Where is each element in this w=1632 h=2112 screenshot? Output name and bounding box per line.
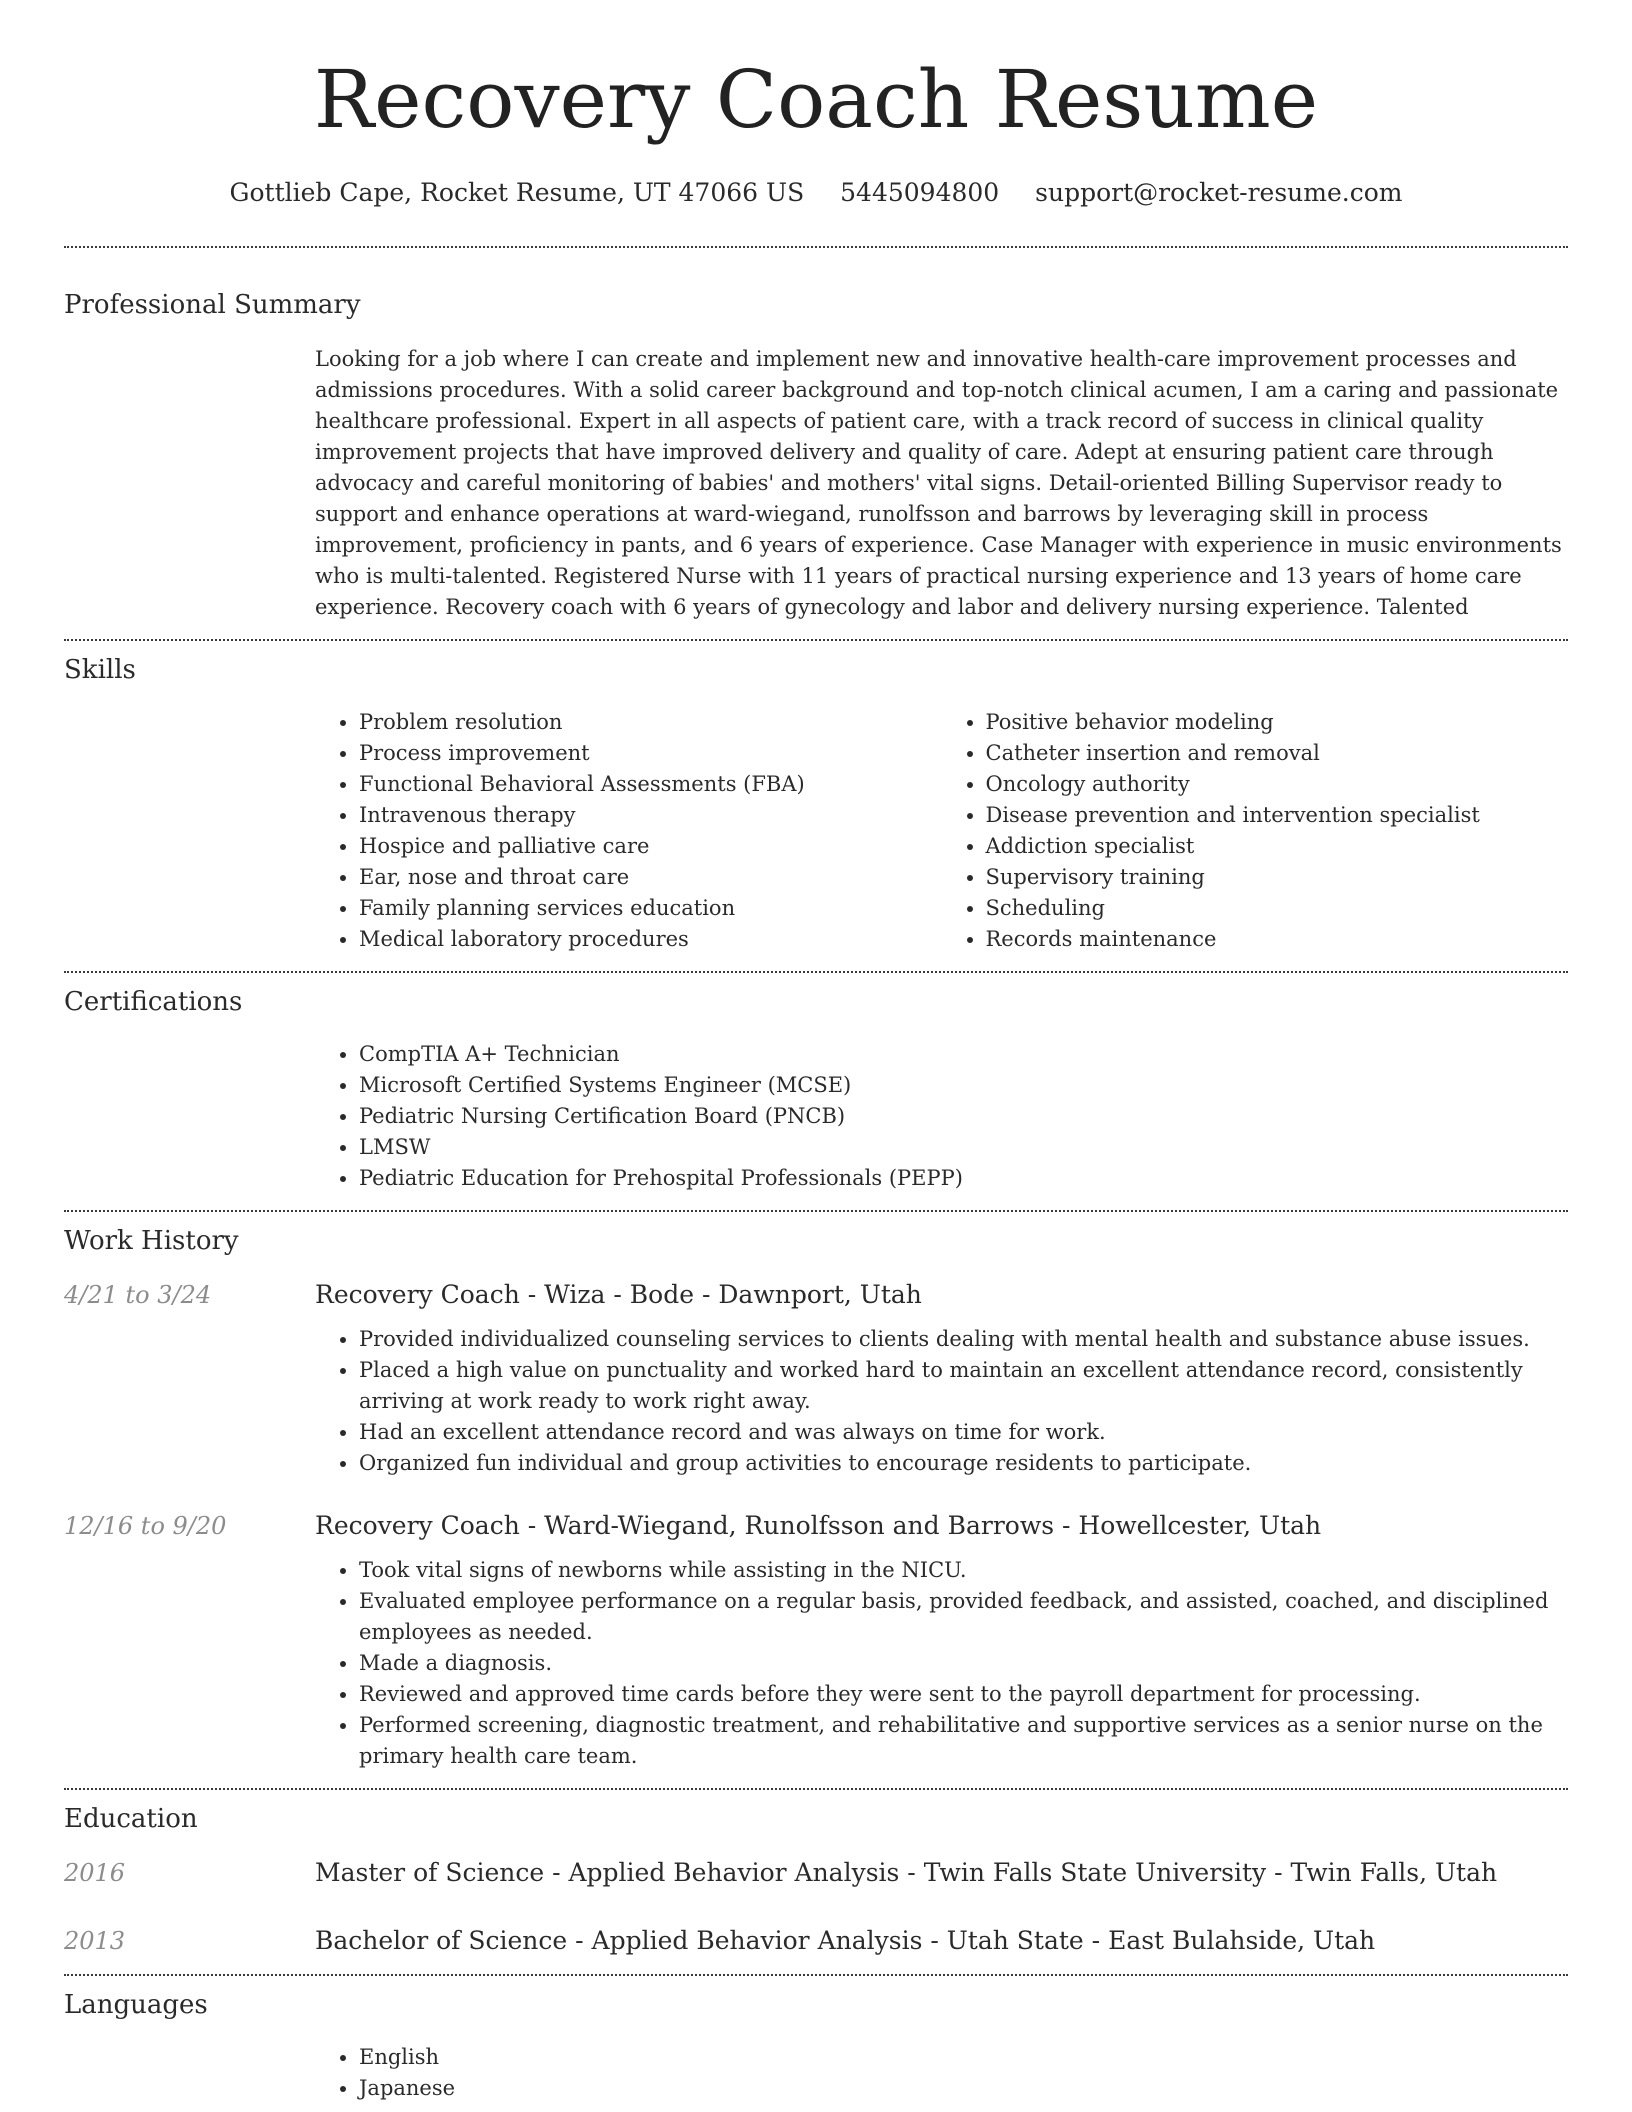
list-item: • Reviewed and approved time cards before they were sent to the payroll department for processing. (359, 1679, 1568, 1710)
list-item: • Microsoft Certified Systems Engineer (MCSE) (359, 1070, 1568, 1101)
resume-title: Recovery Coach Resume (313, 53, 1319, 146)
resume-header (64, 0, 1568, 210)
list-item: • Took vital signs of newborns while assisting in the NICU. (359, 1555, 1568, 1586)
education-year: 2016 (64, 1859, 126, 1887)
skills-list-left (315, 707, 942, 955)
list-item: • Process improvement (359, 738, 942, 769)
job-dates: 12/16 to 9/20 (64, 1512, 227, 1540)
job-bullets (315, 1555, 1568, 1772)
list-item: • Supervisory training (986, 862, 1569, 893)
list-item: • Hospice and palliative care (359, 831, 942, 862)
section-education (64, 1790, 1568, 1974)
list-item: • Oncology authority (986, 769, 1569, 800)
section-skills (64, 641, 1568, 971)
job-title: Recovery Coach - Ward-Wiegand, Runolfsson and Barrows - Howellcester, Utah (315, 1511, 1322, 1540)
education-title: Master of Science - Applied Behavior Analysis - Twin Falls State University - Twin Falls, Utah (315, 1858, 1498, 1887)
list-item: • Ear, nose and throat care (359, 862, 942, 893)
job-title: Recovery Coach - Wiza - Bode - Dawnport, Utah (315, 1280, 922, 1309)
list-item: • Evaluated employee performance on a regular basis, provided feedback, and assisted, coached, and disciplined employees as needed. (359, 1586, 1568, 1648)
section-title: Certifications (64, 987, 243, 1017)
list-item: • Pediatric Nursing Certification Board (PNCB) (359, 1101, 1568, 1132)
education-entry (64, 1856, 1568, 1890)
list-item: • Disease prevention and intervention specialist (986, 800, 1569, 831)
education-year: 2013 (64, 1927, 126, 1955)
list-item: • Medical laboratory procedures (359, 924, 942, 955)
section-work-history (64, 1212, 1568, 1788)
job-dates: 4/21 to 3/24 (64, 1281, 212, 1309)
list-item: • Made a diagnosis. (359, 1648, 1568, 1679)
job-entry (64, 1278, 1568, 1479)
list-item: • Scheduling (986, 893, 1569, 924)
skills-list-right (942, 707, 1569, 955)
contact-phone: 5445094800 (840, 178, 1000, 207)
list-item: • LMSW (359, 1132, 1568, 1163)
contact-line (64, 176, 1568, 210)
list-item: • Performed screening, diagnostic treatment, and rehabilitative and supportive services as a senior nurse on the primary health care team. (359, 1710, 1568, 1772)
list-item: • English (359, 2042, 1568, 2073)
contact-email: support@rocket-resume.com (1035, 178, 1403, 207)
skills-grid (315, 707, 1568, 955)
list-item: • Catheter insertion and removal (986, 738, 1569, 769)
section-languages (64, 1976, 1568, 2104)
list-item: • Addiction specialist (986, 831, 1569, 862)
list-item: • CompTIA A+ Technician (359, 1039, 1568, 1070)
list-item: • Had an excellent attendance record and was always on time for work. (359, 1417, 1568, 1448)
list-item: • Provided individualized counseling services to clients dealing with mental health and substance abuse issues. (359, 1324, 1568, 1355)
list-item: • Positive behavior modeling (986, 707, 1569, 738)
section-title: Languages (64, 1990, 208, 2020)
list-item: • Records maintenance (986, 924, 1569, 955)
summary-text: Looking for a job where I can create and implement new and innovative health-care improvement processes and admissions procedures. With a solid career background and top-notch clinical acumen, I am a caring and passionate healthcare professional. Expert in all aspects of patient care, with a track record of success in clinical quality improvement projects that have improved delivery and quality of care. Adept at ensuring patient care through advocacy and careful monitoring of babies' and mothers' vital signs. Detail-oriented Billing Supervisor ready to support and enhance operations at ward-wiegand, runolfsson and barrows by leveraging skill in process improvement, proficiency in pants, and 6 years of experience. Case Manager with experience in music environments who is multi-talented. Registered Nurse with 11 years of practical nursing experience and 13 years of home care experience. Recovery coach with 6 years of gynecology and labor and delivery nursing experience. Talented (315, 347, 1562, 619)
list-item: • Intravenous therapy (359, 800, 942, 831)
section-title: Work History (64, 1226, 239, 1256)
list-item: • Functional Behavioral Assessments (FBA) (359, 769, 942, 800)
list-item: • Japanese (359, 2073, 1568, 2104)
list-item: • Placed a high value on punctuality and worked hard to maintain an excellent attendance record, consistently arriving at work ready to work right away. (359, 1355, 1568, 1417)
list-item: • Family planning services education (359, 893, 942, 924)
languages-list (315, 2042, 1568, 2104)
section-title: Skills (64, 655, 136, 685)
list-item: • Pediatric Education for Prehospital Professionals (PEPP) (359, 1163, 1568, 1194)
contact-address: Gottlieb Cape, Rocket Resume, UT 47066 US (229, 178, 805, 207)
section-certifications (64, 973, 1568, 1210)
job-bullets (315, 1324, 1568, 1479)
list-item: • Organized fun individual and group activities to encourage residents to participate. (359, 1448, 1568, 1479)
section-title: Education (64, 1804, 198, 1834)
list-item: • Problem resolution (359, 707, 942, 738)
education-entry (64, 1924, 1568, 1958)
resume-page (64, 0, 1568, 2104)
education-title: Bachelor of Science - Applied Behavior Analysis - Utah State - East Bulahside, Utah (315, 1926, 1376, 1955)
section-professional-summary (64, 248, 1568, 639)
certifications-list (315, 1039, 1568, 1194)
job-entry (64, 1509, 1568, 1772)
section-title: Professional Summary (64, 290, 361, 320)
